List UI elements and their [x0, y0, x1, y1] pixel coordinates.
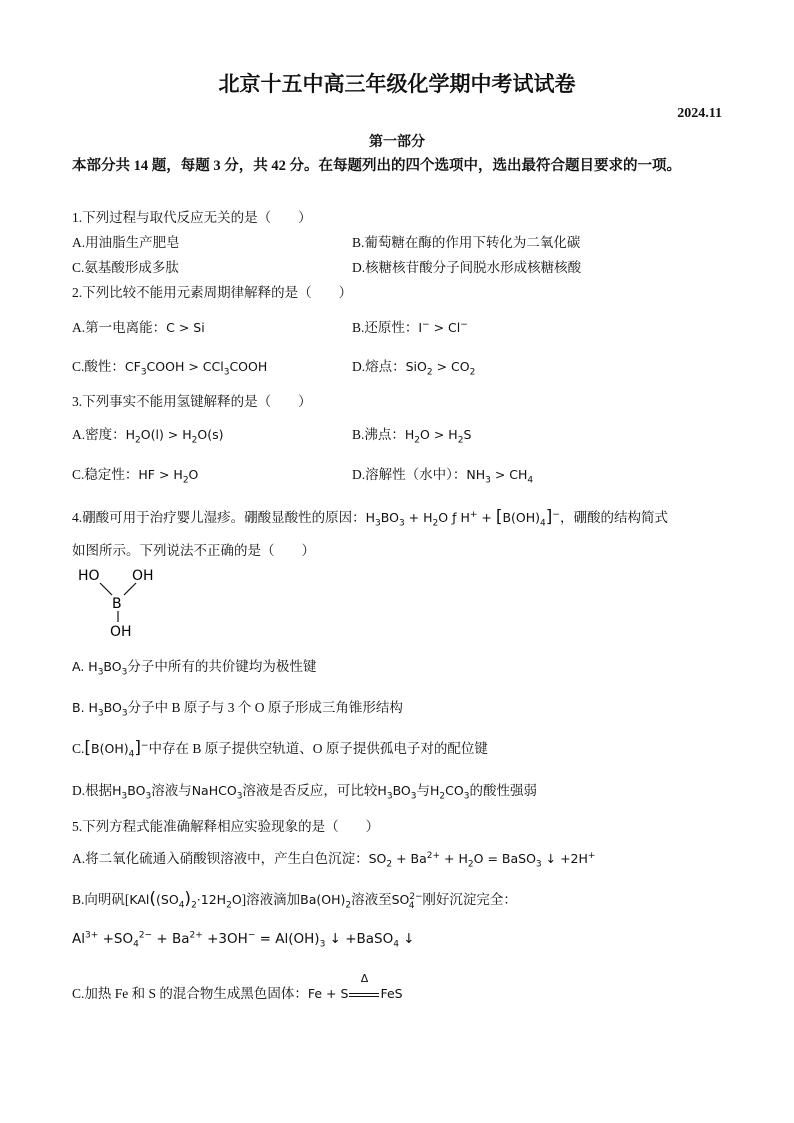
question-5-option-b: B.向明矾[$KAl((SO_4)_2\cdot 12H_2O]$溶液滴加$Ba(OH)_2$溶液至$SO^{2-}_4$ 刚好沉淀完全：: [72, 889, 517, 911]
question-4-stem-line2: 如图所示。下列说法不正确的是（ ）: [72, 543, 315, 558]
question-5-stem: 5.下列方程式能准确解释相应实验现象的是（ ）: [72, 819, 380, 834]
question-2-option-a: A.第一电离能：C > Si: [72, 320, 205, 335]
question-4-option-a: A. $H_3BO_3$分子中所有的共价键均为极性键: [72, 659, 317, 678]
bond-line: [100, 583, 112, 595]
question-4-option-c: $C.[B(OH)_4]^-$中存在 B 原子提供空轨道、O 原子提供孤电子对的配位键: [72, 738, 488, 760]
question-1-option-c: C.氨基酸形成多肽: [72, 260, 179, 275]
structure-ho-label: HO: [78, 568, 100, 584]
question-1-option-d: D.核糖核苷酸分子间脱水形成核糖核酸: [352, 260, 582, 275]
question-1-stem: 1.下列过程与取代反应无关的是（ ）: [72, 210, 312, 225]
question-4-stem: 4.硼酸可用于治疗婴儿湿疹。硼酸显酸性的原因：$H_3BO_3 + H_2O$ ƒ $H^+ + [B(OH)_4]^-$，硼酸的结构简式: [72, 507, 668, 529]
question-1-option-b: B.葡萄糖在酶的作用下转化为二氧化碳: [352, 235, 581, 250]
question-3-option-d: D.溶解性（水中）：$NH_3 > CH_4$: [352, 467, 534, 486]
question-3-stem: 3.下列事实不能用氢键解释的是（ ）: [72, 394, 312, 409]
boric-acid-structure: [70, 562, 170, 642]
question-3-option-b: B.沸点：$H_2O > H_2S$: [352, 427, 472, 446]
exam-date: 2024.11: [677, 106, 722, 121]
structure-b-label: B: [112, 596, 122, 612]
structure-oh-label: OH: [132, 568, 154, 584]
structure-oh-label: OH: [110, 624, 132, 640]
question-5-option-a: A.将二氧化硫通入硝酸钡溶液中，产生白色沉淀：$SO_2 + Ba^{2+} + H_2O$ = BaSO$_3$ ↓ +2H+: [72, 850, 596, 870]
section-intro: 本部分共 14 题，每题 3 分，共 42 分。在每题列出的四个选项中，选出最符合题目要求的一项。: [72, 158, 681, 174]
question-4-option-d: D.根据$H_3BO_3$溶液与NaHCO$_3$溶液是否反应，可比较$H_3BO_3$与$H_2CO_3$的酸性强弱: [72, 783, 537, 802]
bond-line: [124, 583, 136, 595]
question-2-stem: 2.下列比较不能用元素周期律解释的是（ ）: [72, 285, 353, 300]
question-4-option-b: B. $H_3BO_3$分子中 B 原子与 3 个 O 原子形成三角锥形结构: [72, 700, 403, 719]
question-2-option-d: D.熔点：$SiO_2 > CO_2$: [352, 359, 476, 378]
question-5-option-c: C.加热 Fe 和 S 的混合物生成黑色固体：Fe + S Δ FeS: [72, 972, 403, 1001]
question-1-option-a: A.用油脂生产肥皂: [72, 235, 180, 250]
section-title: 第一部分: [369, 135, 425, 150]
question-3-option-a: A.密度：$H_2O(l) > H_2O(s)$: [72, 427, 224, 446]
question-5-option-b-equation: $Al^{3+} +SO_4^{2-} + Ba^{2+} +3OH^- = Al(OH)_3$ ↓ +BaSO$_4$ ↓: [72, 930, 415, 950]
question-3-option-c: C.稳定性：HF > $H_2O$: [72, 467, 199, 486]
page-title: 北京十五中高三年级化学期中考试试卷: [218, 72, 576, 96]
question-2-option-c: C.酸性：$CF_3COOH$ > CCl$_3$COOH: [72, 359, 268, 378]
question-2-option-b: B.还原性：I− > Cl−: [352, 319, 468, 335]
